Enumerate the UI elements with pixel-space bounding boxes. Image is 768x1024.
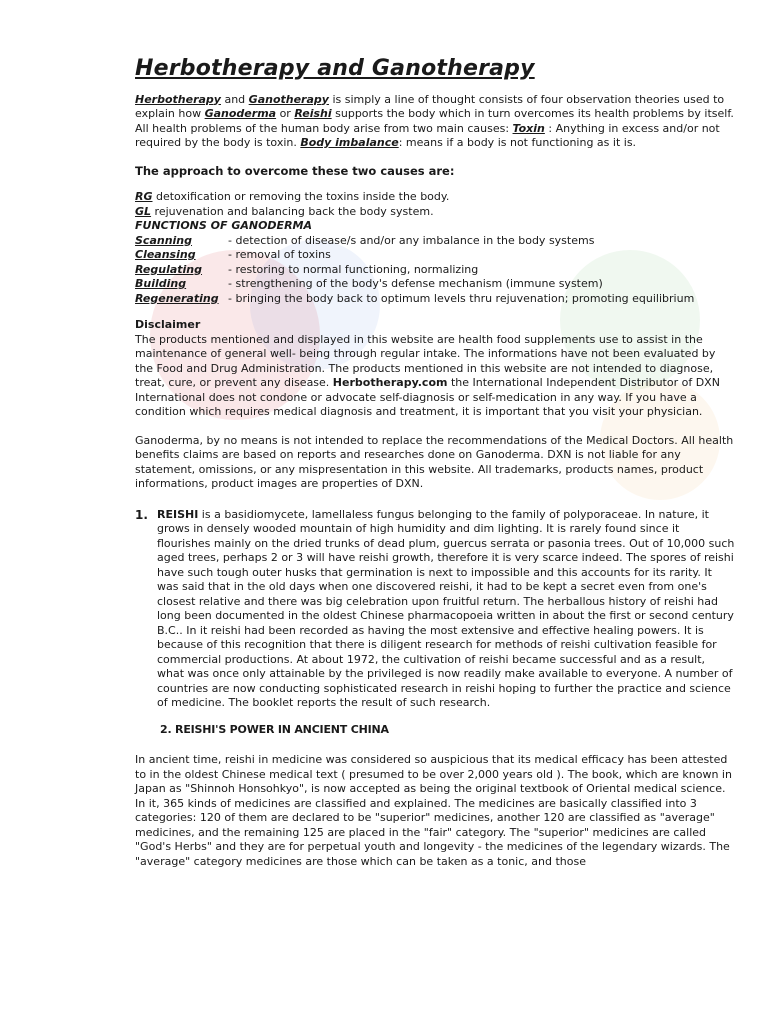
function-desc: - bringing the body back to optimum levels thru rejuvenation; promoting equilibrium bbox=[228, 291, 695, 305]
spacer bbox=[135, 420, 735, 434]
approach-heading: The approach to overcome these two causes are: bbox=[135, 163, 455, 178]
disclaimer-paragraph-1 bbox=[135, 333, 735, 420]
intro-text: : means if a body is not functioning as it is. bbox=[398, 136, 637, 149]
gl-label: GL bbox=[135, 204, 152, 218]
function-desc: - detection of disease/s and/or any imbalance in the body systems bbox=[228, 233, 595, 247]
intro-text: supports the body which in turn overcomes its health problems by itself. All health problems of the human body arise from two main causes: bbox=[135, 107, 734, 135]
function-desc: - strengthening of the body's defense mechanism (immune system) bbox=[228, 277, 603, 290]
gl-line bbox=[135, 205, 735, 220]
ganoderma-term: Ganoderma bbox=[204, 107, 277, 120]
rg-text: detoxification or removing the toxins inside the body. bbox=[152, 190, 450, 203]
herbotherapy-term: Herbotherapy bbox=[135, 92, 221, 106]
section-2-heading: 2. REISHI'S POWER IN ANCIENT CHINA bbox=[160, 722, 389, 736]
disclaimer-text: The products mentioned and displayed in this website are health food supplements use to assist in the maintenance of general well- being through regular intake. The informations have not been evaluated by the Food and Drug Administration. The products mentioned in this website are not intended to diagnose, treat, cure, or prevent any disease. bbox=[135, 332, 716, 389]
functions-title: FUNCTIONS OF GANODERMA bbox=[135, 219, 312, 232]
herbotherapy-site-name: Herbotherapy.com bbox=[332, 376, 448, 389]
disclaimer-paragraph-2: Ganoderma, by no means is not intended to replace the recommendations of the Medical Doctors. All health benefits claims are based on reports and researches done on Ganoderma. DXN is not liable for any statement, omissions, or any mispresentation in this website. All trademarks, products names, product informations, product images are properties of DXN. bbox=[135, 433, 734, 490]
disclaimer-heading: Disclaimer bbox=[135, 318, 201, 331]
rg-label: RG bbox=[135, 190, 153, 203]
section-1-reishi bbox=[135, 508, 735, 711]
page-title: Herbotherapy and Ganotherapy bbox=[135, 56, 535, 81]
rg-line bbox=[135, 190, 735, 205]
function-term: Regenerating bbox=[135, 291, 219, 305]
function-row-cleansing bbox=[135, 248, 735, 263]
intro-text: : Anything in excess and/or not required by the body is toxin. bbox=[135, 121, 720, 149]
section-number: 1. bbox=[135, 507, 148, 522]
section-1-body: is a basidiomycete, lamellaless fungus belonging to the family of polyporaceae. In nature, it grows in densely wooded mountain of high humidity and dim lighting. It is rarely found since it flourishes mainly on the dried trunks of dead plum, guercus serrata or pasonia trees. Out of 10,000 such aged trees, perhaps 2 or 3 will have reishi growth, therefore it is very scarce indeed. The spores of reishi have such tough outer husks that germination is next to impossible and this accounts for its rarity. It was said that in the old days when one discovered reishi, it had to be kept a secret even from one's closest relative and there was big celebration upon fruitful return. The herballous history of reishi had long been documented in the oldest Chinese pharmacopoeia written in about the first or second century B.C.. In it reishi had been recorded as having the most extensive and effective healing powers. It is because of this recognition that there is diligent research for methods of reishi cultivation feasible for commercial productions. At about 1972, the cultivation of reishi became successful and as a result, what was once only attainable by the privileged is now readily make available to everyone. A number of countries are now conducting sophisticated research in reishi hoping to further the practice and science of medicine. The booklet reports the result of such research. bbox=[157, 507, 735, 709]
function-row-scanning bbox=[135, 234, 735, 249]
function-row-regulating bbox=[135, 263, 735, 278]
function-term: Cleansing bbox=[135, 248, 196, 261]
section-1-text bbox=[157, 508, 735, 711]
function-term: Regulating bbox=[135, 262, 203, 276]
intro-text: and bbox=[220, 92, 249, 106]
ganotherapy-term: Ganotherapy bbox=[248, 92, 329, 106]
disclaimer-text: the International Independent Distributor of DXN International does not condone or advocate self-diagnosis or self-medication in any way. If you have a condition which requires medical diagnosis and treatment, it is important that you visit your physician. bbox=[135, 376, 720, 418]
function-row-regenerating bbox=[135, 292, 735, 307]
function-row-building bbox=[135, 277, 735, 292]
document-content bbox=[135, 56, 735, 869]
intro-text: or bbox=[276, 107, 295, 120]
reishi-heading-term: REISHI bbox=[157, 507, 199, 521]
function-term: Scanning bbox=[135, 233, 193, 247]
intro-paragraph bbox=[135, 93, 735, 151]
reishi-term: Reishi bbox=[294, 107, 332, 120]
section-2-paragraph: In ancient time, reishi in medicine was considered so auspicious that its medical efficacy has been attested to in the oldest Chinese medical text ( presumed to be over 2,000 years old ). The book, which are known in Japan as "Shinnoh Honsohkyo", is now accepted as being the original textbook of Oriental medical science. In it, 365 kinds of medicines are classified and explained. The medicines are basically classified into 3 categories: 120 of them are declared to be "superior" medicines, another 120 are classified as "average" medicines, and the remaining 125 are placed in the "fair" category. The "superior" medicines are called "God's Herbs" and they are for perpetual youth and longevity - the medicines of the legendary wizards. The "average" category medicines are those which can be taken as a tonic, and those bbox=[135, 753, 732, 868]
intro-text: is simply a line of thought consists of four observation theories used to explain how bbox=[135, 92, 725, 120]
body-imbalance-term: Body imbalance bbox=[300, 136, 399, 149]
function-desc: - removal of toxins bbox=[228, 248, 331, 261]
function-desc: - restoring to normal functioning, normalizing bbox=[228, 262, 479, 276]
gl-text: rejuvenation and balancing back the body system. bbox=[151, 204, 434, 218]
function-term: Building bbox=[135, 277, 187, 290]
toxin-term: Toxin bbox=[512, 121, 545, 135]
